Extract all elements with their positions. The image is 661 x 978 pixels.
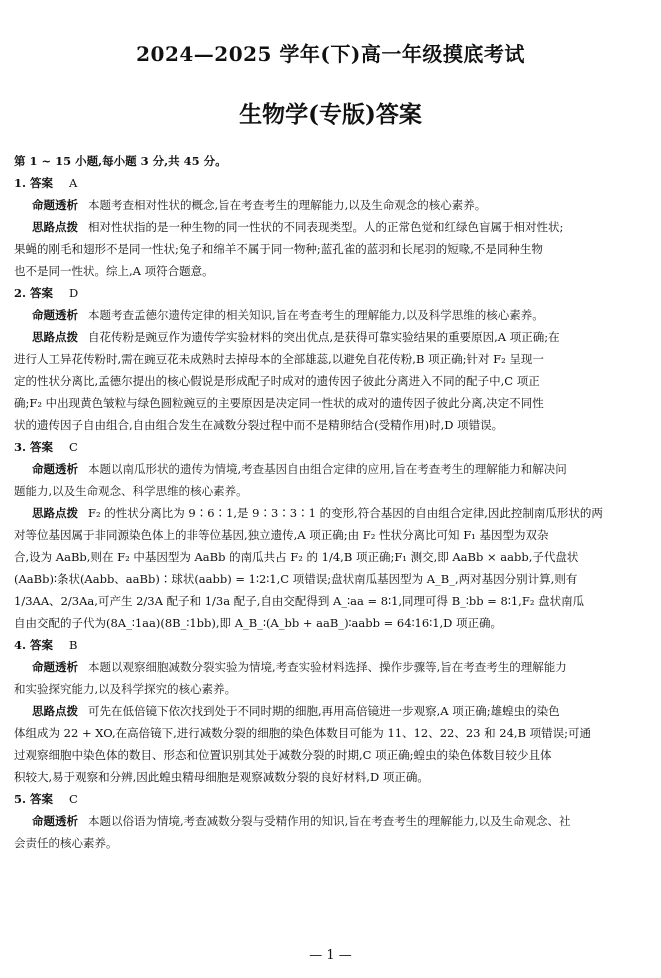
answer-letter: B [69, 638, 78, 652]
hint-line [14, 590, 646, 612]
page-number: — 1 — [309, 948, 352, 963]
hint-line [14, 766, 646, 788]
analysis-label: 命题透析 [32, 198, 78, 212]
section-intro: 第 1 ~ 15 小题,每小题 3 分,共 45 分。 [14, 154, 227, 168]
hint-line [14, 722, 646, 744]
hint-line [14, 612, 646, 634]
question-answer-line [14, 788, 646, 810]
hint-line [14, 744, 646, 766]
hint-text: 自花传粉是豌豆作为遗传学实验材料的突出优点,是获得可靠实验结果的重要原因,A 项正确;在 [88, 330, 560, 344]
question-block [14, 436, 646, 634]
question-number: 3. 答案 [14, 440, 54, 454]
analysis-line [14, 810, 646, 832]
hint-text: 可先在低倍镜下依次找到处于不同时期的细胞,再用高倍镜进一步观察,A 项正确;雄蝗虫的染色 [88, 704, 560, 718]
analysis-text: 题能力,以及生命观念、科学思维的核心素养。 [14, 484, 248, 498]
hint-label: 思路点拨 [32, 220, 78, 234]
hint-line [14, 546, 646, 568]
hint-text: 确;F₂ 中出现黄色皱粒与绿色圆粒豌豆的主要原因是决定同一性状的成对的遗传因子彼此分离,决定不同性 [14, 396, 544, 410]
hint-line [14, 348, 646, 370]
hint-text: (AaBb)∶条状(Aabb、aaBb)∶球状(aabb) = 1∶2∶1,C 项错误;盘状南瓜基因型为 A_B_,两对基因分别计算,则有 [14, 572, 578, 586]
question-answer-line [14, 282, 646, 304]
analysis-text: 本题以观察细胞减数分裂实验为情境,考查实验材料选择、操作步骤等,旨在考查考生的理解能力 [88, 660, 567, 674]
analysis-line [14, 832, 646, 854]
question-answer-line [14, 436, 646, 458]
question-number: 5. 答案 [14, 792, 54, 806]
hint-text: 积较大,易于观察和分辨,因此蝗虫精母细胞是观察减数分裂的良好材料,D 项正确。 [14, 770, 429, 784]
question-block [14, 788, 646, 854]
question-block [14, 634, 646, 788]
analysis-text: 会责任的核心素养。 [14, 836, 118, 850]
hint-text: 相对性状指的是一种生物的同一性状的不同表现类型。人的正常色觉和红绿色盲属于相对性状; [88, 220, 564, 234]
hint-text: 合,设为 AaBb,则在 F₂ 中基因型为 AaBb 的南瓜共占 F₂ 的 1/4,B 项正确;F₁ 测交,即 AaBb × aabb,子代盘状 [14, 550, 579, 564]
hint-text: F₂ 的性状分离比为 9∶6∶1,是 9∶3∶3∶1 的变形,符合基因的自由组合定律,因此控制南瓜形状的两 [88, 506, 603, 520]
hint-text: 也不是同一性状。综上,A 项符合题意。 [14, 264, 214, 278]
hint-text: 定的性状分离比,孟德尔提出的核心假说是形成配子时成对的遗传因子彼此分离进入不同的配子中,C 项正 [14, 374, 540, 388]
exam-subtitle: 生物学(专版)答案 [239, 101, 422, 128]
analysis-text: 本题考查孟德尔遗传定律的相关知识,旨在考查考生的理解能力,以及科学思维的核心素养。 [88, 308, 544, 322]
analysis-line [14, 194, 646, 216]
analysis-line [14, 656, 646, 678]
question-number: 1. 答案 [14, 176, 54, 190]
hint-label: 思路点拨 [32, 704, 78, 718]
hint-text: 1/3AA、2/3Aa,可产生 2/3A 配子和 1/3a 配子,自由交配得到 A_∶aa = 8∶1,同理可得 B_∶bb = 8∶1,F₂ 盘状南瓜 [14, 594, 585, 608]
question-answer-line [14, 172, 646, 194]
answer-letter: C [69, 792, 78, 806]
hint-label: 思路点拨 [32, 506, 78, 520]
hint-line [14, 502, 646, 524]
hint-line [14, 260, 646, 282]
hint-text: 状的遗传因子自由组合,自由组合发生在减数分裂过程中而不是精卵结合(受精作用)时,D 项错误。 [14, 418, 504, 432]
analysis-line [14, 678, 646, 700]
hint-label: 思路点拨 [32, 330, 78, 344]
question-number: 4. 答案 [14, 638, 54, 652]
hint-line [14, 392, 646, 414]
hint-text: 进行人工异花传粉时,需在豌豆花未成熟时去掉母本的全部雄蕊,以避免自花传粉,B 项正确;针对 F₂ 呈现一 [14, 352, 544, 366]
analysis-line [14, 458, 646, 480]
analysis-label: 命题透析 [32, 814, 78, 828]
answer-letter: C [69, 440, 78, 454]
question-number: 2. 答案 [14, 286, 54, 300]
analysis-line [14, 480, 646, 502]
hint-line [14, 414, 646, 436]
hint-line [14, 568, 646, 590]
exam-title: 2024—2025 学年(下)高一年级摸底考试 [136, 42, 525, 66]
hint-line [14, 238, 646, 260]
hint-line [14, 524, 646, 546]
analysis-line [14, 304, 646, 326]
question-answer-line [14, 634, 646, 656]
hint-text: 对等位基因属于非同源染色体上的非等位基因,独立遗传,A 项正确;由 F₂ 性状分离比可知 F₁ 基因型为双杂 [14, 528, 549, 542]
hint-text: 过观察细胞中染色体的数目、形态和位置识别其处于减数分裂的时期,C 项正确;蝗虫的染色体数目较少且体 [14, 748, 552, 762]
question-block [14, 172, 646, 282]
answer-content [14, 150, 646, 854]
analysis-text: 本题以南瓜形状的遗传为情境,考查基因自由组合定律的应用,旨在考查考生的理解能力和解决问 [88, 462, 567, 476]
hint-text: 自由交配的子代为(8A_∶1aa)(8B_∶1bb),即 A_B_∶(A_bb + aaB_)∶aabb = 64∶16∶1,D 项正确。 [14, 616, 503, 630]
analysis-label: 命题透析 [32, 308, 78, 322]
analysis-text: 本题考查相对性状的概念,旨在考查考生的理解能力,以及生命观念的核心素养。 [88, 198, 487, 212]
analysis-text: 和实验探究能力,以及科学探究的核心素养。 [14, 682, 237, 696]
analysis-text: 本题以俗语为情境,考查减数分裂与受精作用的知识,旨在考查考生的理解能力,以及生命观念、社 [88, 814, 571, 828]
hint-text: 体组成为 22 + XO,在高倍镜下,进行减数分裂的细胞的染色体数目可能为 11、12、22、23 和 24,B 项错误;可通 [14, 726, 592, 740]
hint-line [14, 326, 646, 348]
hint-line [14, 370, 646, 392]
question-block [14, 282, 646, 436]
analysis-label: 命题透析 [32, 462, 78, 476]
hint-line [14, 216, 646, 238]
answer-letter: A [69, 176, 78, 190]
answer-letter: D [69, 286, 79, 300]
hint-text: 果蝇的刚毛和翅形不是同一性状;兔子和绵羊不属于同一物种;蓝孔雀的蓝羽和长尾羽的短喙,不是同种生物 [14, 242, 543, 256]
hint-line [14, 700, 646, 722]
analysis-label: 命题透析 [32, 660, 78, 674]
